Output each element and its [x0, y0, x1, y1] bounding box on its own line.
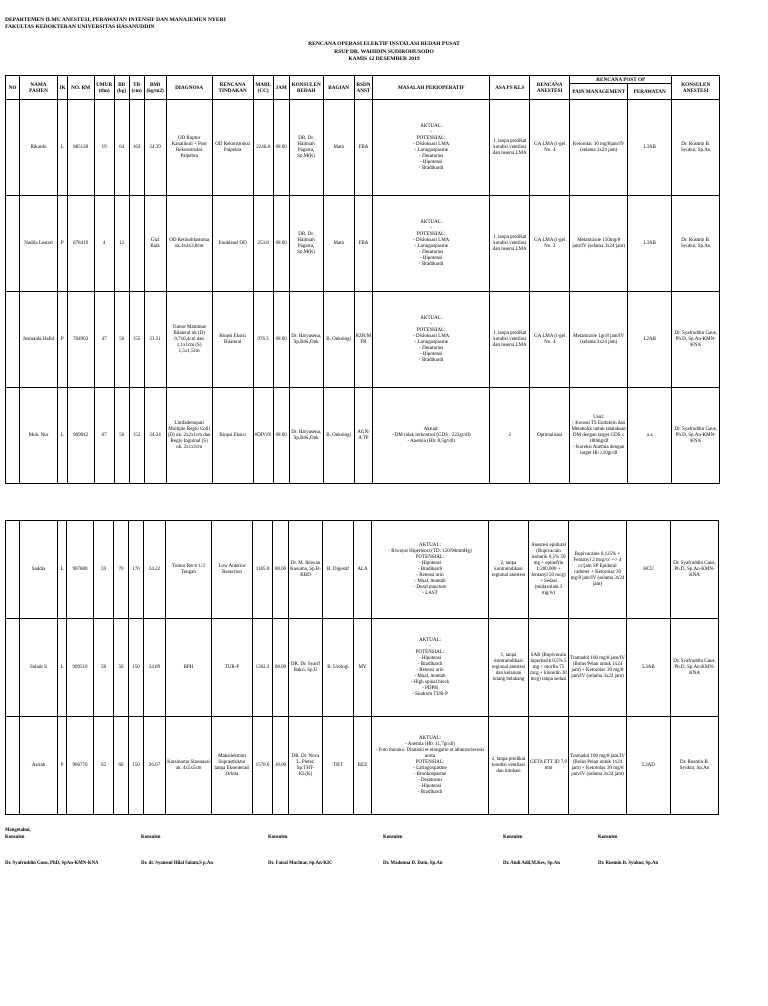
cell-bagian: Mata	[323, 196, 354, 292]
cell-perawatan: L3AB	[628, 196, 672, 292]
col-norm: NO. RM	[67, 76, 94, 100]
table-row	[6, 196, 720, 292]
cell-anestesi: Anestesi epidural (Bupivacain isobarik 0,5% 50 mg + epinefrin 1:200.000 + fentanyl 50 mcg) + Sedasi (midazolam 3 mg/iv)	[529, 521, 569, 619]
cell-asa: 2, tanpa predikat kondisi ventilasi dan intubasi	[489, 717, 529, 815]
cell-konsulen-anestesi: Dr. Syafruddin Gaus, Ph.D, Sp.An-KMN-KNA	[672, 388, 720, 484]
col-bmi: BMI (kg/m2)	[144, 76, 166, 100]
col-mabl: MABL (CC)	[253, 76, 273, 100]
col-konsulen-bedah: KONSULEN BEDAH	[289, 76, 323, 100]
col-rsdn: RSDN ANST	[354, 76, 373, 100]
cell-norm: 909042	[67, 388, 94, 484]
cell-mabl: #DIV/0!	[253, 388, 273, 484]
signature-name: Dr. Andi Adil,M.Kes, Sp.An	[503, 861, 560, 866]
cell-jk: P	[58, 717, 67, 815]
cell-bb: 12	[114, 196, 129, 292]
cell-konsulen-anestesi: Dr. Syafruddin Gaus, Ph.D, Sp.An-KMN-KNA	[672, 292, 720, 388]
col-jk: JK	[58, 76, 68, 100]
cell-jk: L	[58, 619, 67, 717]
cell-masalah: AKTUAL: - POTENSIAL: - Hipotensi - Bradikardi - Retensi urin - Mual, muntah - High spinal block - PDPH - Sindrom TUR-P	[372, 619, 489, 717]
cell-jam: 08.00	[273, 521, 289, 619]
cell-asa: 1, tanpa predikat kondisi ventilasi dan insersi LMA	[490, 292, 530, 388]
signature-name: Dr. Rusmin B. Syukur, Sp.An	[598, 861, 659, 866]
signature-role: Konsulen	[268, 835, 288, 840]
cell-bb: 56	[114, 388, 129, 484]
cell-bmi: 24.22	[144, 521, 166, 619]
cell-tb: 155	[129, 292, 144, 388]
col-tindakan: RENCANA TINDAKAN	[212, 76, 253, 100]
cell-rsdn: FBA	[354, 100, 373, 196]
table-row	[6, 292, 720, 388]
cell-pain: Tramadol 100 mg/8 jam/IV (Bolus Pelan untuk 1x24 jam) + Ketorolac 30 mg/8 jam/IV (selama 3x24 jam)	[569, 717, 627, 815]
cell-jam: 08.00	[273, 619, 289, 717]
cell-nama: Rikardo	[20, 100, 58, 196]
cell-tindakan: OD Rekonstruksi Palpebra	[212, 100, 253, 196]
cell-norm: 907880	[67, 521, 94, 619]
cell-tindakan: Biopsi Eksisi Bilateral	[212, 292, 253, 388]
cell-bb: 60	[114, 717, 129, 815]
cell-no	[6, 717, 20, 815]
cell-perawatan: L3AB	[627, 619, 671, 717]
cell-norm: 704903	[67, 292, 94, 388]
cell-asa: 1, tanpa predikat kondisi ventilasi dan insersi LMA	[490, 196, 530, 292]
cell-anestesi: GA LMA (i-gel No. 4	[530, 292, 570, 388]
cell-diagnosa: Limfadenopati Multiple Regio Colli (D) uk. 2x2x1cm dan Regio Inguinal (S) uk. 2x1x1cm	[166, 388, 212, 484]
cell-no	[6, 100, 20, 196]
signature-role: Konsulen	[598, 835, 618, 840]
cell-tindakan: TUR-P	[212, 619, 253, 717]
cell-pain: Usul: - Konsul TS Endokrin dan Metabolik untuk tatalaksan DM dengan target GDS ≤ 180mg/dl - Koreksi Anemia dengan target Hb ≥10gr/dl	[570, 388, 628, 484]
cell-diagnosa: OD Retinoblastoma uk.4x4x3,8cm	[166, 196, 212, 292]
cell-perawatan: HCU	[627, 521, 671, 619]
cell-bagian: B. Onkologi	[323, 388, 354, 484]
cell-anestesi: GA LMA (i-gel No. 4	[530, 100, 570, 196]
col-post-op: RENCANA POST OP	[570, 76, 672, 84]
cell-perawatan: L2AB	[628, 292, 672, 388]
surgery-table-2	[5, 520, 719, 815]
cell-rsdn: ALA	[354, 521, 372, 619]
cell-rsdn: REZ	[354, 717, 372, 815]
cell-jam: 08.00	[273, 292, 289, 388]
cell-umur: 58	[94, 619, 114, 717]
signature-name: Dr. Syafruddin Gaus, PhD, SpAn-KMN-KNA	[5, 861, 99, 866]
cell-nama: Saddia	[20, 521, 58, 619]
cell-rsdn: FBA	[354, 196, 373, 292]
col-pain: PAIN MANAGEMENT	[570, 84, 628, 100]
cell-norm: 885128	[67, 100, 94, 196]
cell-asa: 1, tanpa kontraindikasi regional anestesi dan kelainan tulang belakang	[489, 619, 529, 717]
cell-konsulen-anestesi: Dr. Syafruddin Gaus, Ph.D, Sp.An-KMN-KNA	[671, 521, 719, 619]
cell-no	[6, 292, 20, 388]
document-date: KAMIS 12 DESEMBER 2019	[348, 56, 420, 62]
signature-name: Dr. Madonna D. Datu, Sp.An	[383, 861, 443, 866]
cell-konsulen: DR. Dr. Nova L. Pieter, Sp.THT-KL(K)	[289, 717, 323, 815]
cell-bagian: THT	[323, 717, 354, 815]
cell-tb: 150	[129, 717, 144, 815]
cell-no	[6, 619, 20, 717]
cell-perawatan: L3AB	[628, 100, 672, 196]
cell-umur: 4	[94, 196, 114, 292]
cell-rsdn: MY	[354, 619, 372, 717]
cell-perawatan: a a	[628, 388, 672, 484]
signature-name: Dr. Faisal Muchtar, Sp.An-KIC	[268, 861, 333, 866]
cell-nama: Jusmaida Hafid	[20, 292, 58, 388]
hospital-name: RSUP DR. WAHIDIN SUDIROHUSODO	[334, 48, 434, 55]
cell-masalah: AKTUAL: - POTENSIAL: - Disloksasi LMA - Laringospasme - Desaturasi - Hipotensi - Bradikardi	[373, 100, 490, 196]
cell-bb: 70	[114, 521, 129, 619]
cell-bb: 56	[114, 619, 129, 717]
cell-bmi: Gizi Baik	[144, 196, 166, 292]
col-perawatan: PERAWATAN	[628, 84, 672, 100]
cell-diagnosa: BPH	[166, 619, 212, 717]
cell-konsulen: Dr. Haryasena, Sp.BrK,Onk	[289, 388, 323, 484]
cell-mabl: 253.8	[253, 196, 273, 292]
cell-masalah: AKTUAL: - Riwayat Hipertensi (TD: 150/90mmHg) POTENSIAL: - Hipotensi - Bradikardi - Retensi urin - Mual, muntah - Dural puncture - LAST	[372, 521, 489, 619]
cell-diagnosa: Tumor Mammae Bilateral uk (D) 0,7x0,4cm dan 1,1x1cm (S) 1,5x1,5cm	[166, 292, 212, 388]
cell-perawatan: L3AD	[627, 717, 671, 815]
signature-role: Konsulen	[141, 835, 161, 840]
cell-pain: Metamizole 1gr/8 jam/IV (selama 3x24 jam)	[570, 292, 628, 388]
signature-role: Konsulen	[503, 835, 523, 840]
cell-umur: 62	[94, 717, 114, 815]
table-row	[6, 100, 720, 196]
cell-tindakan: Low Anterior Resection	[212, 521, 253, 619]
cell-nama: Subair S	[20, 619, 58, 717]
cell-konsulen: DR. Dr. Syarif Bakri, Sp.U	[289, 619, 323, 717]
cell-konsulen-anestesi: Dr. Rusmin B. Syukur, Sp.An	[672, 100, 720, 196]
cell-nama: Muh. Nur	[20, 388, 58, 484]
document-title: RENCANA OPERASI ELEKTIF INSTALASI BEDAH PUSAT	[308, 41, 460, 47]
cell-bmi: 26.67	[144, 717, 166, 815]
cell-anestesi: SAB (Bupivacain hiperbarik 0,5% 5 mg + morfin 75 mcg + klonidin 30 mcg) tanpa sedasi	[529, 619, 569, 717]
cell-norm: 909510	[67, 619, 94, 717]
col-diagnosa: DIAGNOSA	[166, 76, 212, 100]
signature-role: Konsulen	[383, 835, 403, 840]
table-row	[6, 619, 719, 717]
cell-tb	[129, 196, 144, 292]
cell-tindakan: Biopsi Eksisi	[212, 388, 253, 484]
cell-mabl: 2246.8	[253, 100, 273, 196]
cell-no	[6, 388, 20, 484]
mengetahui-label: Mengetahui,	[5, 828, 31, 833]
cell-jam: 08.00	[273, 100, 289, 196]
col-asa: ASA PS KLS	[490, 76, 530, 100]
cell-jk: L	[58, 388, 68, 484]
cell-bagian: Mata	[323, 100, 354, 196]
cell-masalah: Aktual: - DM tidak terkontrol (GDS : 222gr/dl) - Anemia (Hb: 8,5gr/dl)	[373, 388, 490, 484]
cell-norm: 906770	[67, 717, 94, 815]
cell-umur: 19	[94, 100, 114, 196]
cell-jk: L	[58, 521, 67, 619]
col-umur: UMUR (thn)	[94, 76, 114, 100]
cell-diagnosa: Karsinoma Sinonasal uk. 4x5x5cm	[166, 717, 212, 815]
cell-bmi: 23.31	[144, 292, 166, 388]
cell-pain: Metamizole 150mg/8 jam/IV (selama 3x24 jam)	[570, 196, 628, 292]
cell-tindakan: Enukleasi OD	[212, 196, 253, 292]
signature-name: Dr. dr. Syamsul Hilal Salam,S p.An	[141, 861, 214, 866]
cell-umur: 47	[94, 292, 114, 388]
cell-konsulen: Dr. M. Ikhwan Kusuma, Sp.B-KBD	[289, 521, 323, 619]
col-masalah: MASALAH PERIOPERATIF	[373, 76, 490, 100]
table-row	[6, 521, 719, 619]
cell-tb: 170	[129, 521, 144, 619]
col-nama: NAMA PASIEN	[20, 76, 58, 100]
cell-diagnosa: OD Ruptur Kanalikuli + Post Rekonstruksi Palpebra	[166, 100, 212, 196]
cell-anestesi: GA LMA (i-gel No. 2	[530, 196, 570, 292]
cell-mabl: 1578.6	[253, 717, 273, 815]
col-bb: BB (kg)	[114, 76, 129, 100]
cell-konsulen-anestesi: Dr. Syafruddin Gaus, Ph.D, Sp.An-KMN-KNA	[671, 619, 719, 717]
col-konsulen-anestesi: KONSULEN ANESTESI	[672, 76, 720, 100]
cell-norm: 878419	[67, 196, 94, 292]
cell-jam: 08.00	[273, 388, 289, 484]
cell-masalah: AKTUAL: - POTENSIAL: - Disloksasi LMA - Laringospasme - Desaturasi - Hipotensi - Bradikardi	[373, 292, 490, 388]
cell-tindakan: Maksilektomi Suprastruktur tanpa Eksenterasi Orbita	[212, 717, 253, 815]
cell-anestesi: GETA ETT ID 7,0 mm	[529, 717, 569, 815]
cell-diagnosa: Tumor Recti 1/3 Tengah	[166, 521, 212, 619]
cell-rsdn: AGN/A TP	[354, 388, 373, 484]
cell-no	[6, 521, 20, 619]
cell-bmi: 24.89	[144, 619, 166, 717]
cell-nama: Asirah	[20, 717, 58, 815]
cell-pain: Ketorolac 30 mg/8jam/IV (selama 3x24 jam)	[570, 100, 628, 196]
cell-asa: 2	[490, 388, 530, 484]
cell-konsulen-anestesi: Dr. Rusmin B. Syukur, Sp.An	[671, 717, 719, 815]
cell-jam: 08.00	[273, 196, 289, 292]
cell-pain: Bupivacaine 0,125% + Fentanyl 2 mcg/cc --> 4 cc/jam SP Epidural catheter + Ketorolac 30 mg/8 jam/IV (selama 3x24 jam)	[569, 521, 627, 619]
cell-asa: 1, tanpa predikat kondisi ventilasi dan insersi LMA	[490, 100, 530, 196]
cell-bagian: B. Onkologi	[323, 292, 354, 388]
cell-tb: 162	[129, 100, 144, 196]
surgery-table-1	[5, 75, 720, 484]
cell-nama: Nadila Lestari	[20, 196, 58, 292]
col-anestesi: RENCANA ANESTESI	[530, 76, 570, 100]
col-no: NO	[6, 76, 20, 100]
cell-bb: 64	[114, 100, 129, 196]
cell-tb: 150	[129, 619, 144, 717]
cell-jk: P	[58, 292, 68, 388]
cell-konsulen: Dr. Haryasena, Sp.BrK,Onk	[289, 292, 323, 388]
table-row	[6, 717, 719, 815]
cell-umur: 67	[94, 388, 114, 484]
department-name: DEPARTEMEN ILMU ANESTESI, PERAWATAN INTENSIF DAN MANAJEMEN NYERI	[5, 17, 226, 23]
cell-bb: 56	[114, 292, 129, 388]
signature-role: Konsulen	[5, 835, 25, 840]
cell-bagian: B. Digestif	[323, 521, 354, 619]
cell-konsulen-anestesi: Dr. Rusmin B. Syukur, Sp.An	[672, 196, 720, 292]
cell-mabl: 1185.0	[253, 521, 273, 619]
cell-umur: 59	[94, 521, 114, 619]
cell-mabl: 1362.2	[253, 619, 273, 717]
cell-tb: 152	[129, 388, 144, 484]
col-tb: TB (cm)	[129, 76, 144, 100]
cell-mabl: 976.5	[253, 292, 273, 388]
cell-pain: Tramadol 100 mg/8 jam/IV (Bolus Pelan untuk 1x24 jam) + Ketorolac 30 mg/8 jam/IV (selama 3x24 jam)	[569, 619, 627, 717]
cell-bmi: 24.24	[144, 388, 166, 484]
cell-no	[6, 196, 20, 292]
cell-asa: 2, tanpa kontraindikasi regional anestesi	[489, 521, 529, 619]
cell-jk: L	[58, 100, 68, 196]
col-jam: JAM	[273, 76, 289, 100]
cell-rsdn: RZR/M FR	[354, 292, 373, 388]
cell-anestesi: Optimalisasi	[530, 388, 570, 484]
faculty-name: FAKULTAS KEDOKTERAN UNIVERSITAS HASANUDDIN	[5, 24, 155, 30]
cell-bagian: B. Urologi	[323, 619, 354, 717]
cell-bmi: 24.39	[144, 100, 166, 196]
cell-konsulen: DR. Dr. Halimah Pagarra, Sp.M(K)	[289, 100, 323, 196]
table-row	[6, 388, 720, 484]
cell-jk: P	[58, 196, 68, 292]
cell-masalah: AKTUAL: - POTENSIAL: - Disloksasi LMA - Laringospasme - Desaturasi - Hipotensi - Bradikardi	[373, 196, 490, 292]
col-bagian: BAGIAN	[323, 76, 354, 100]
cell-masalah: AKTUAL: - Anemia (Hb: 11,7gr/dl) - Foto thoraks: Dilatatio et elongatio at atherosclerosis aorta POTENSIAL: - Laringospasme - Bronkospasme - Desaturasi - Hipotensi - Bradikardi	[372, 717, 489, 815]
cell-jam: 10.00	[273, 717, 289, 815]
cell-konsulen: DR. Dr. Halimah Pagarra, Sp.M(K)	[289, 196, 323, 292]
